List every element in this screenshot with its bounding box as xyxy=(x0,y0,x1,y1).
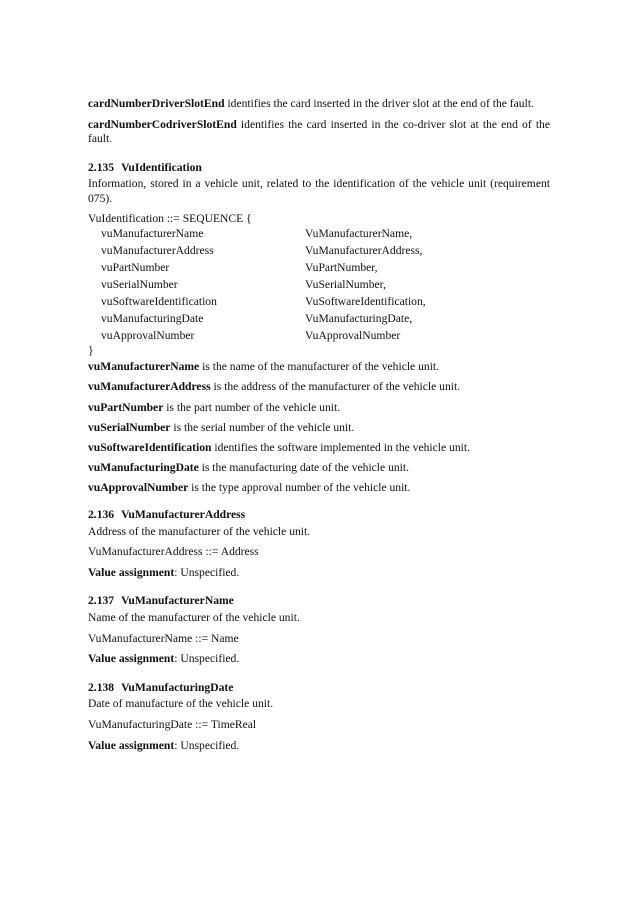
field-type: VuManufacturerAddress, xyxy=(305,244,423,258)
field-type: VuSerialNumber, xyxy=(305,277,386,291)
field-definition xyxy=(88,421,550,441)
term: cardNumberCodriverSlotEnd xyxy=(88,117,237,131)
sequence-field xyxy=(88,243,550,260)
section-description: Information, stored in a vehicle unit, related to the identification of the vehicle unit (requirement 075). xyxy=(88,177,550,205)
field-name: vuPartNumber xyxy=(101,260,170,274)
value-assignment-text: : Unspecified. xyxy=(174,565,240,579)
term-description: is the serial number of the vehicle unit. xyxy=(170,420,355,434)
field-definition xyxy=(88,461,550,481)
field-name: vuManufacturerAddress xyxy=(101,244,214,258)
sequence-field xyxy=(88,311,550,328)
type-definition: VuManufacturerName ::= Name xyxy=(88,631,239,645)
section-title: VuIdentification xyxy=(121,160,202,174)
section-description: Name of the manufacturer of the vehicle unit. xyxy=(88,611,300,625)
value-assignment-label: Value assignment xyxy=(88,652,175,666)
term: vuPartNumber xyxy=(88,400,164,414)
sequence-open: VuIdentification ::= SEQUENCE { xyxy=(88,211,252,225)
type-definition: VuManufacturerAddress ::= Address xyxy=(88,545,259,559)
value-assignment xyxy=(88,739,550,754)
section-2-136 xyxy=(88,508,550,580)
term: vuSerialNumber xyxy=(88,420,171,434)
sequence-field xyxy=(88,328,550,345)
field-name: vuSoftwareIdentification xyxy=(101,294,217,308)
term-description: is the part number of the vehicle unit. xyxy=(163,400,341,414)
section-heading xyxy=(88,161,550,176)
field-definition xyxy=(88,380,550,400)
term-description: is the name of the manufacturer of the vehicle unit. xyxy=(199,360,440,374)
section-number: 2.137 xyxy=(88,594,115,608)
type-definition: VuManufacturingDate ::= TimeReal xyxy=(88,717,257,731)
section-2-137 xyxy=(88,594,550,666)
page-content xyxy=(88,97,550,753)
field-definition xyxy=(88,401,550,421)
field-definitions xyxy=(88,360,550,501)
field-name: vuSerialNumber xyxy=(101,277,178,291)
field-definition xyxy=(88,481,550,501)
term-description: identifies the card inserted in the co-driver slot at the end of the fault. xyxy=(88,117,550,146)
sequence-close: } xyxy=(88,344,94,358)
term: vuSoftwareIdentification xyxy=(88,440,212,454)
section-2-135 xyxy=(88,161,550,501)
section-heading xyxy=(88,508,550,523)
value-assignment xyxy=(88,566,550,581)
field-name: vuApprovalNumber xyxy=(101,328,195,342)
term: cardNumberDriverSlotEnd xyxy=(88,97,225,110)
field-definition xyxy=(88,360,550,380)
field-type: VuApprovalNumber xyxy=(305,328,401,342)
term-description: identifies the software implemented in the vehicle unit. xyxy=(211,440,470,454)
sequence-fields xyxy=(88,226,550,344)
value-assignment-text: : Unspecified. xyxy=(174,652,240,666)
value-assignment-text: : Unspecified. xyxy=(174,738,240,752)
section-number: 2.135 xyxy=(88,160,115,174)
field-type: VuPartNumber, xyxy=(305,260,378,274)
field-type: VuManufacturingDate, xyxy=(305,311,413,325)
intro-paragraph-codriver-slot xyxy=(88,118,550,147)
term-description: is the address of the manufacturer of the vehicle unit. xyxy=(210,380,461,394)
sequence-field xyxy=(88,226,550,243)
section-title: VuManufacturerAddress xyxy=(121,508,246,522)
value-assignment-label: Value assignment xyxy=(88,738,175,752)
section-2-138 xyxy=(88,681,550,753)
sequence-field xyxy=(88,294,550,311)
field-name: vuManufacturerName xyxy=(101,227,204,241)
field-definition xyxy=(88,441,550,461)
section-number: 2.136 xyxy=(88,508,115,522)
term: vuApprovalNumber xyxy=(88,480,189,494)
term: vuManufacturingDate xyxy=(88,460,199,474)
section-title: VuManufacturingDate xyxy=(121,680,234,694)
section-description: Address of the manufacturer of the vehicle unit. xyxy=(88,524,311,538)
term: vuManufacturerName xyxy=(88,360,200,374)
section-heading xyxy=(88,681,550,696)
term-description: is the type approval number of the vehicle unit. xyxy=(188,480,411,494)
section-title: VuManufacturerName xyxy=(121,594,234,608)
value-assignment-label: Value assignment xyxy=(88,565,175,579)
sequence-field xyxy=(88,277,550,294)
section-heading xyxy=(88,594,550,609)
field-type: VuSoftwareIdentification, xyxy=(305,294,426,308)
section-description: Date of manufacture of the vehicle unit. xyxy=(88,697,274,711)
term-description: is the manufacturing date of the vehicle unit. xyxy=(198,460,410,474)
term: vuManufacturerAddress xyxy=(88,380,211,394)
value-assignment xyxy=(88,652,550,667)
sequence-field xyxy=(88,260,550,277)
term-description: identifies the card inserted in the driver slot at the end of the fault. xyxy=(224,97,534,110)
field-type: VuManufacturerName, xyxy=(305,227,413,241)
field-name: vuManufacturingDate xyxy=(101,311,204,325)
section-number: 2.138 xyxy=(88,680,115,694)
intro-paragraph-driver-slot xyxy=(88,97,550,112)
